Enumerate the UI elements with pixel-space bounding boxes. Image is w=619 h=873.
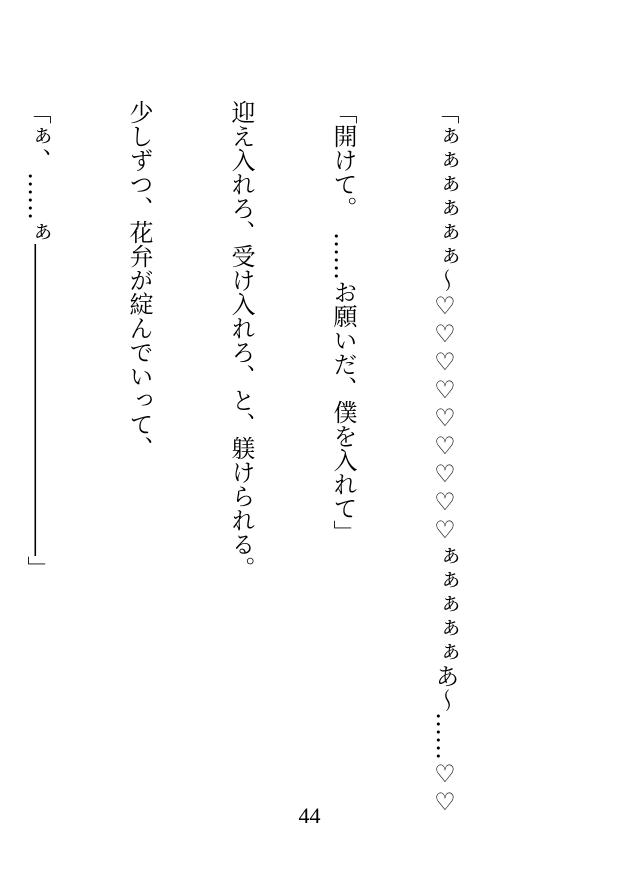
text-line-2: 「開けて。 ……お願いだ、僕を入れて」 — [329, 100, 357, 544]
text-line-5: 「ぁ、……ぁ―――――――――――――」 — [23, 100, 51, 580]
text-line-4: 少しずつ、花弁が綻んでいって、 — [125, 100, 153, 460]
text-line-3: 迎え入れろ、受け入れろ、と、躾けられる。 — [227, 100, 255, 580]
page-number: 44 — [298, 803, 321, 828]
text-line-1: 「ぁぁぁぁぁぁ〜♡♡♡♡♡♡♡♡♡ぁぁぁぁぁあ〜……♡♡ — [431, 100, 459, 816]
